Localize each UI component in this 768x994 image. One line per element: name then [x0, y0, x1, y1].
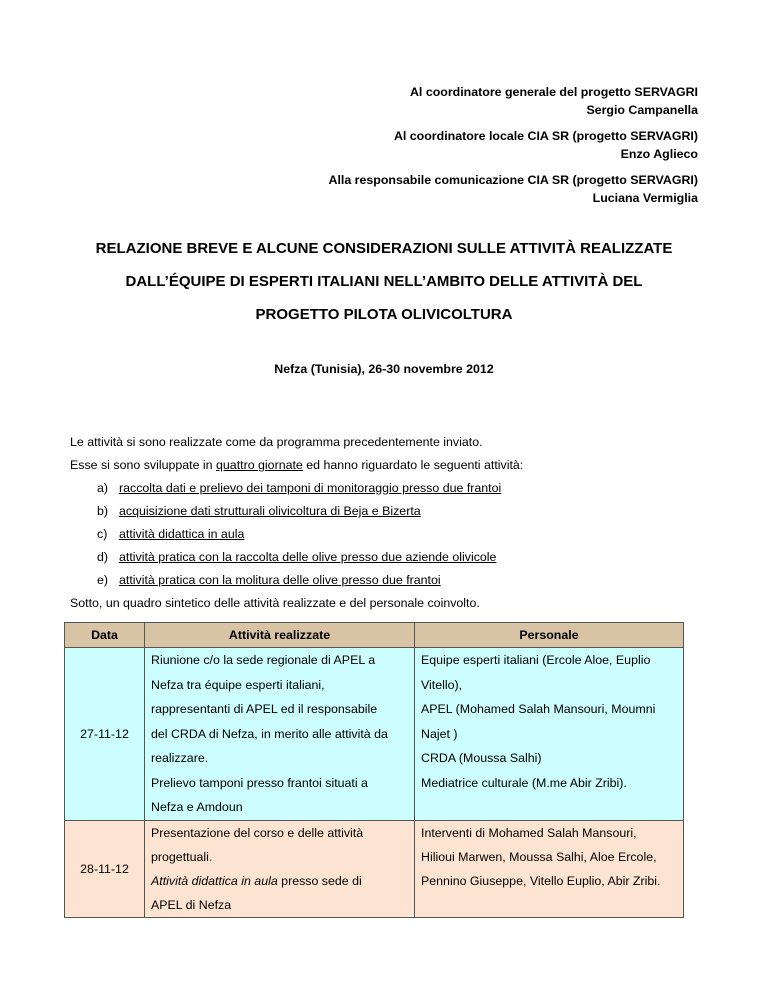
- list-text: raccolta dati e prelievo dei tamponi di monitoraggio presso due frantoi: [119, 481, 502, 495]
- list-item: [70, 502, 710, 521]
- list-text: attività didattica in aula: [119, 527, 245, 541]
- row-activities: [145, 648, 415, 821]
- cell-line: Pennino Giuseppe, Vitello Euplio, Abir Zribi.: [421, 873, 661, 888]
- underlined-days: quattro giornate: [216, 458, 303, 472]
- list-letter: d): [97, 550, 109, 564]
- list-letter: b): [97, 504, 109, 518]
- cell-line: Mediatrice culturale (M.me Abir Zribi).: [421, 775, 627, 790]
- addressee-role: Al coordinatore generale del progetto SERVAGRI: [409, 85, 698, 99]
- header-staff: Personale: [415, 623, 684, 648]
- addressee-role: Al coordinatore locale CIA SR (progetto SERVAGRI): [393, 129, 698, 143]
- addressee-name: Sergio Campanella: [586, 102, 698, 117]
- cell-line: progettuali.: [151, 849, 213, 864]
- cell-line: Presentazione del corso e delle attività: [151, 825, 364, 840]
- row-staff: [415, 648, 684, 821]
- italic-phrase: Attività didattica in aula: [151, 873, 278, 888]
- intro-section: [70, 433, 710, 617]
- addressee-name: Enzo Aglieco: [620, 146, 698, 161]
- place-date: Nefza (Tunisia), 26-30 novembre 2012: [274, 362, 494, 376]
- cell-line: Prelievo tamponi presso frantoi situati a: [151, 775, 368, 790]
- activity-list: [70, 479, 710, 590]
- list-item: [70, 525, 710, 544]
- table-row: [65, 648, 684, 821]
- table-header-row: [65, 623, 684, 648]
- cell-text: presso sede di: [277, 873, 362, 888]
- list-item: [70, 548, 710, 567]
- header-date: Data: [65, 623, 145, 648]
- list-item: [70, 571, 710, 590]
- cell-line: realizzare.: [151, 751, 209, 765]
- intro-paragraph-days: [70, 456, 710, 475]
- row-staff: [415, 820, 684, 917]
- header-activities: Attività realizzate: [145, 623, 415, 648]
- addressee-block: [329, 84, 698, 207]
- cell-line: Riunione c/o la sede regionale di APEL a: [151, 653, 376, 667]
- cell-line: Interventi di Mohamed Salah Mansouri,: [421, 825, 637, 840]
- list-item: [70, 479, 710, 498]
- title-line: DALL’ÉQUIPE DI ESPERTI ITALIANI NELL’AMBITO DELLE ATTIVITÀ DEL: [125, 273, 643, 290]
- cell-line: Hilioui Marwen, Moussa Salhi, Aloe Ercole,: [421, 849, 657, 864]
- cell-line: Nefza e Amdoun: [151, 800, 243, 814]
- cell-line: CRDA (Moussa Salhi): [421, 751, 542, 765]
- intro-text: Esse si sono sviluppate in: [70, 458, 217, 472]
- table-row: [65, 820, 684, 917]
- cell-line: Nefza tra équipe esperti italiani,: [151, 677, 325, 692]
- list-letter: c): [97, 527, 108, 541]
- activities-table: [64, 622, 684, 918]
- cell-line: [151, 869, 408, 893]
- cell-line: del CRDA di Nefza, in merito alle attività da: [151, 726, 388, 741]
- cell-line: APEL (Mohamed Salah Mansouri, Moumni: [421, 702, 656, 716]
- addressee-name: Luciana Vermiglia: [592, 190, 698, 205]
- list-letter: e): [97, 573, 109, 587]
- cell-line: Najet ): [421, 726, 458, 741]
- cell-line: Vitello),: [421, 677, 463, 692]
- cell-line: rappresentanti di APEL ed il responsabile: [151, 702, 378, 716]
- summary-sentence: Sotto, un quadro sintetico delle attività realizzate e del personale coinvolto.: [70, 596, 480, 610]
- cell-line: Equipe esperti italiani (Ercole Aloe, Euplio: [421, 653, 651, 667]
- row-date: 27-11-12: [65, 648, 145, 821]
- list-text: attività pratica con la raccolta delle olive presso due aziende olivicole: [119, 550, 497, 564]
- list-letter: a): [97, 481, 109, 495]
- row-activities: [145, 820, 415, 917]
- list-text: attività pratica con la molitura delle olive presso due frantoi: [119, 573, 441, 587]
- document-title: [70, 232, 698, 331]
- row-date: 28-11-12: [65, 820, 145, 917]
- intro-paragraph: Le attività si sono realizzate come da programma precedentemente inviato.: [70, 435, 483, 449]
- title-line: PROGETTO PILOTA OLIVICOLTURA: [255, 306, 513, 323]
- intro-text: ed hanno riguardato le seguenti attività:: [302, 458, 524, 472]
- title-line: RELAZIONE BREVE E ALCUNE CONSIDERAZIONI SULLE ATTIVITÀ REALIZZATE: [95, 240, 673, 257]
- list-text: acquisizione dati strutturali olivicoltura di Beja e Bizerta: [119, 504, 421, 518]
- cell-line: APEL di Nefza: [151, 897, 232, 912]
- addressee-role: Alla responsabile comunicazione CIA SR (progetto SERVAGRI): [328, 173, 698, 187]
